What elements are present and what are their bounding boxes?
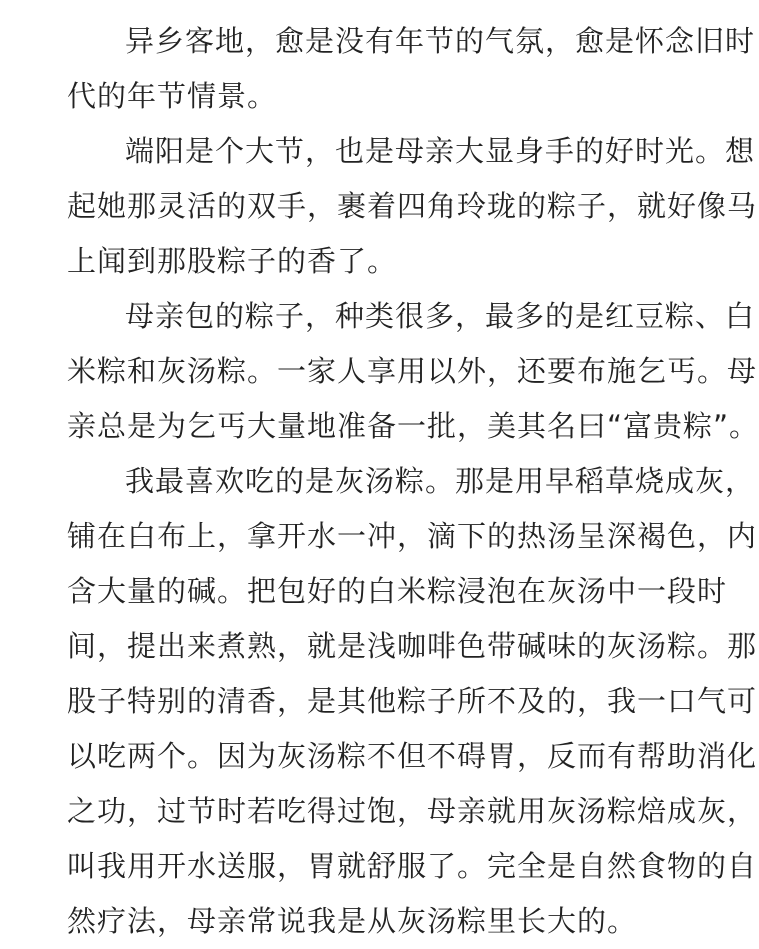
- text-line: 含大量的碱。把包好的白米粽浸泡在灰汤中一段时: [67, 574, 728, 608]
- text-line: 然疗法，母亲常说我是从灰汤粽里长大的。: [67, 904, 638, 938]
- text-line: 母亲包的粽子，种类很多，最多的是红豆粽、白: [125, 299, 756, 333]
- article-text: [9, 14, 759, 949]
- text-line: 起她那灵活的双手，裹着四角玲珑的粽子，就好像马: [67, 189, 758, 223]
- text-line: 间，提出来煮熟，就是浅咖啡色带碱味的灰汤粽。那: [67, 629, 758, 663]
- paragraph-3: [9, 289, 759, 454]
- text-line: 铺在白布上，拿开水一冲，滴下的热汤呈深褐色，内: [67, 519, 758, 553]
- text-line: 异乡客地，愈是没有年节的气氛，愈是怀念旧时: [125, 24, 756, 58]
- text-line: 之功，过节时若吃得过饱，母亲就用灰汤粽焙成灰，: [67, 794, 758, 828]
- text-line: 以吃两个。因为灰汤粽不但不碍胃，反而有帮助消化: [67, 739, 758, 773]
- text-line: 我最喜欢吃的是灰汤粽。那是用早稻草烧成灰，: [125, 464, 756, 498]
- text-line: 亲总是为乞丐大量地准备一批，美其名曰“富贵粽”。: [67, 409, 759, 443]
- text-line: 叫我用开水送服，胃就舒服了。完全是自然食物的自: [67, 849, 758, 883]
- text-line: 端阳是个大节，也是母亲大显身手的好时光。想: [125, 134, 756, 168]
- paragraph-2: [9, 124, 758, 289]
- text-line: 代的年节情景。: [67, 79, 278, 113]
- text-line: 米粽和灰汤粽。一家人享用以外，还要布施乞丐。母: [67, 354, 758, 388]
- paragraph-4: [9, 454, 758, 949]
- paragraph-1: [9, 14, 756, 124]
- text-line: 上闻到那股粽子的香了。: [67, 244, 398, 278]
- text-line: 股子特别的清香，是其他粽子所不及的，我一口气可: [67, 684, 758, 718]
